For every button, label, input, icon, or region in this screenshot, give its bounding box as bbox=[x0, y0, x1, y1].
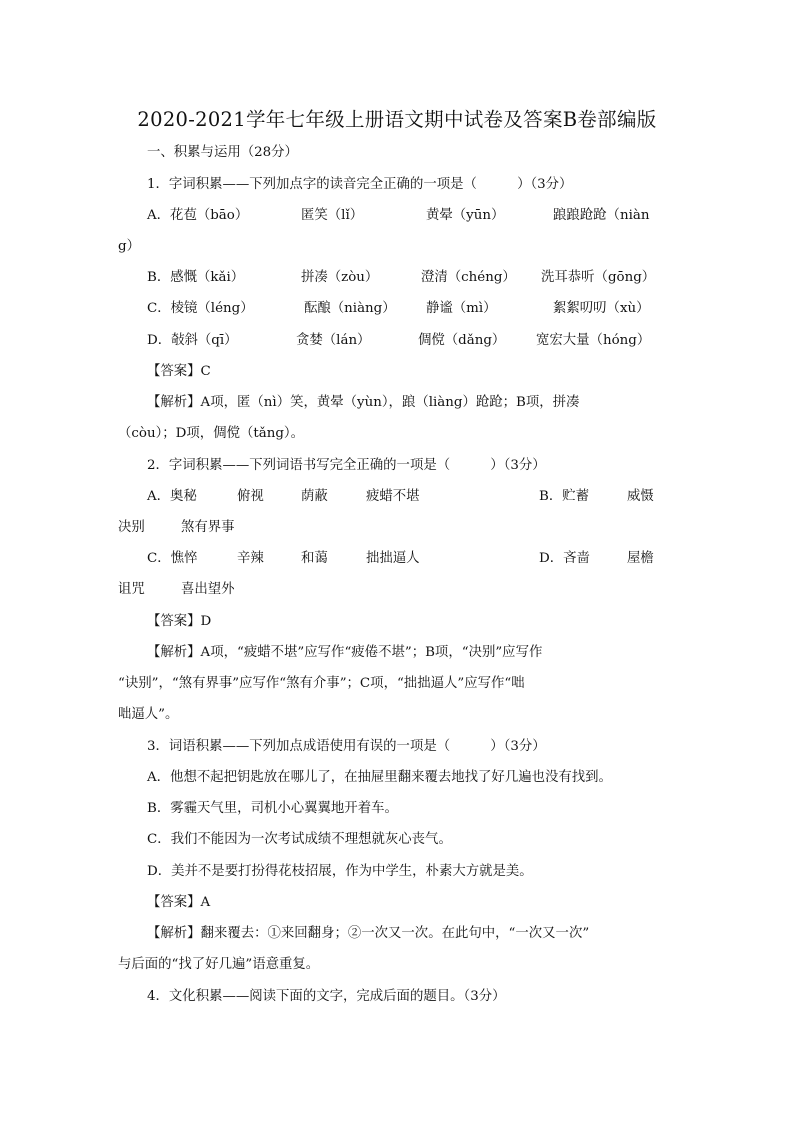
q1-analysis-line2: （còu）；D项，倜傥（tǎng）。 bbox=[118, 426, 304, 441]
q2-optC-2: 辛辣 bbox=[237, 551, 264, 566]
q2-analysis-line3: 咄逼人”。 bbox=[118, 707, 179, 722]
q2-optA-3: 荫蔽 bbox=[301, 489, 328, 504]
q1-optD-4: 宽宏大量（hóng） bbox=[536, 333, 651, 348]
q2-optD-1: D．吝啬 bbox=[539, 551, 590, 566]
q3-optD: D．美并不是要打扮得花枝招展，作为中学生，朴素大方就是美。 bbox=[147, 864, 533, 879]
q1-optA-4: 踉踉跄跄（niàn bbox=[553, 208, 650, 223]
q2-optA-2: 俯视 bbox=[237, 489, 264, 504]
q2-analysis-line2: “诀别”，“煞有界事”应写作“煞有介事”；C项，“拙拙逼人”应写作“咄 bbox=[118, 676, 525, 691]
q2-analysis-line1: 【解析】A项，“疲蜡不堪”应写作“疲倦不堪”；B项，“决别”应写作 bbox=[147, 645, 543, 660]
q2-optC-3: 和蔼 bbox=[301, 551, 328, 566]
q2-optC-1: C．憔悴 bbox=[147, 551, 198, 566]
q1-optC-1: C．棱镜（léng） bbox=[147, 301, 254, 316]
q4-stem: 4．文化积累——阅读下面的文字，完成后面的题目。（3分） bbox=[147, 989, 506, 1004]
q2-stem: 2．字词积累——下列词语书写完全正确的一项是（ ）（3分） bbox=[147, 458, 546, 473]
q2-optB-4: 煞有界事 bbox=[181, 520, 235, 535]
q1-optC-4: 絮絮叨叨（xù） bbox=[553, 301, 650, 316]
q2-answer: 【答案】D bbox=[147, 614, 212, 629]
q2-optD-3: 诅咒 bbox=[118, 582, 145, 597]
q3-answer: 【答案】A bbox=[147, 895, 211, 910]
q3-analysis-line1: 【解析】翻来覆去：①来回翻身；②一次又一次。在此句中，“一次又一次” bbox=[147, 926, 590, 941]
q1-optC-2: 酝酿（niàng） bbox=[304, 301, 396, 316]
q1-optA-1: A．花苞（bāo） bbox=[147, 208, 249, 223]
q1-optB-3: 澄清（chéng） bbox=[421, 270, 516, 285]
q2-optD-2: 屋檐 bbox=[627, 551, 654, 566]
q2-optB-3: 决别 bbox=[118, 520, 145, 535]
q1-optB-2: 拼凑（zòu） bbox=[301, 270, 379, 285]
q3-optA: A．他想不起把钥匙放在哪儿了，在抽屉里翻来覆去地找了好几遍也没有找到。 bbox=[147, 770, 612, 785]
section-heading: 一、积累与运用（28分） bbox=[147, 145, 298, 160]
q3-optB: B．雾霾天气里，司机小心翼翼地开着车。 bbox=[147, 801, 398, 816]
q1-optA-3: 黄晕（yūn） bbox=[426, 208, 505, 223]
q2-optB-1: B．贮蓄 bbox=[539, 489, 590, 504]
q1-optD-2: 贪婪（lán） bbox=[296, 333, 371, 348]
q2-optC-4: 拙拙逼人 bbox=[366, 551, 420, 566]
q3-optC: C．我们不能因为一次考试成绩不理想就灰心丧气。 bbox=[147, 832, 452, 847]
q1-answer: 【答案】C bbox=[147, 364, 211, 379]
q1-stem: 1．字词积累——下列加点字的读音完全正确的一项是（ ）（3分） bbox=[147, 177, 573, 192]
q1-optC-3: 静谧（mì） bbox=[426, 301, 497, 316]
q2-optA-1: A．奥秘 bbox=[147, 489, 197, 504]
q3-analysis-line2: 与后面的“找了好几遍”语意重复。 bbox=[118, 957, 320, 972]
q1-analysis-line1: 【解析】A项，匿（nì）笑，黄晕（yùn），踉（liàng）跄跄；B项，拼凑 bbox=[147, 395, 580, 410]
q1-optD-3: 倜傥（dǎng） bbox=[418, 333, 506, 348]
q2-optB-2: 威慑 bbox=[627, 489, 654, 504]
q1-optB-1: B．感慨（kǎi） bbox=[147, 270, 245, 285]
q2-optA-4: 疲蜡不堪 bbox=[366, 489, 420, 504]
q1-optD-1: D．敧斜（qī） bbox=[147, 333, 238, 348]
q3-stem: 3．词语积累——下列加点成语使用有误的一项是（ ）（3分） bbox=[147, 739, 546, 754]
q1-optB-4: 洗耳恭听（gōng） bbox=[541, 270, 656, 285]
q2-optD-4: 喜出望外 bbox=[181, 582, 235, 597]
q1-optA-2: 匿笑（lǐ） bbox=[301, 208, 364, 223]
q1-optA-wrap: g） bbox=[118, 239, 140, 254]
document-title: 2020-2021学年七年级上册语文期中试卷及答案B卷部编版 bbox=[137, 108, 657, 131]
